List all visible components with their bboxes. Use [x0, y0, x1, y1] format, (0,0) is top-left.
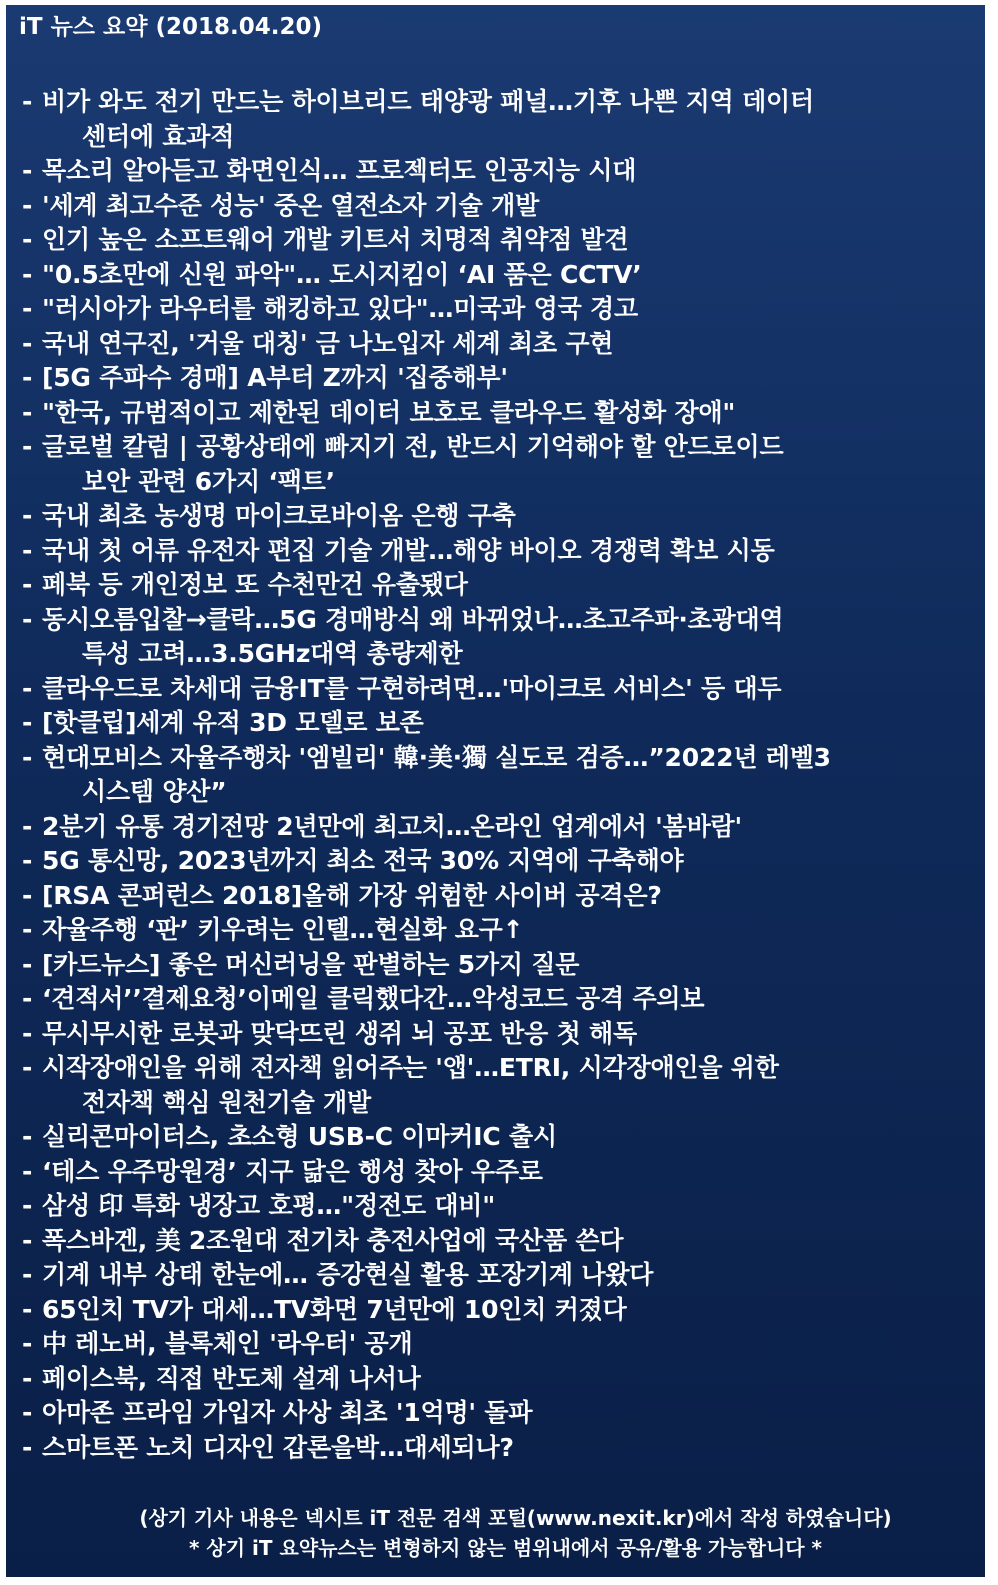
bullet-dash: -	[22, 87, 33, 116]
news-headline: "러시아가 라우터를 해킹하고 있다"…미국과 영국 경고	[42, 294, 638, 323]
news-item	[22, 1327, 977, 1362]
news-item	[22, 844, 977, 879]
news-item	[22, 1017, 977, 1052]
news-headline: 비가 와도 전기 만드는 하이브리드 태양광 패널…기후 나쁜 지역 데이터	[42, 87, 814, 116]
news-headline: 기계 내부 상태 한눈에… 증강현실 활용 포장기계 나왔다	[42, 1260, 654, 1289]
bullet-dash: -	[22, 880, 33, 910]
news-item	[22, 327, 977, 362]
news-headline: '세계 최고수준 성능' 중온 열전소자 기술 개발	[42, 190, 540, 220]
news-item	[22, 568, 977, 603]
bullet-dash: -	[22, 949, 33, 979]
bullet-dash: -	[22, 1398, 33, 1427]
bullet-dash: -	[22, 604, 33, 634]
news-item	[22, 258, 977, 293]
footer-text: (상기 기사 내용은 넥시트 iT 전문 검색 포털(www.nexit.kr)에서 작성 하였습니다)	[139, 1506, 892, 1530]
bullet-dash: -	[22, 328, 33, 358]
bullet-dash: -	[22, 1260, 33, 1289]
news-item	[22, 1051, 977, 1120]
news-headline: 65인치 TV가 대세…TV화면 7년만에 10인치 커졌다	[42, 1294, 627, 1324]
bullet-dash: -	[22, 259, 33, 289]
news-headline: 자율주행 ‘판’ 키우려는 인텔…현실화 요구↑	[42, 915, 524, 944]
news-item	[22, 361, 977, 396]
news-headline-continuation: 특성 고려…3.5GHz대역 총량제한	[82, 639, 463, 668]
bullet-dash: -	[22, 501, 33, 530]
bullet-dash: -	[22, 984, 33, 1013]
news-item	[22, 1155, 977, 1190]
news-item	[22, 1120, 977, 1155]
news-headline: [RSA 콘퍼런스 2018]올해 가장 위험한 사이버 공격은?	[42, 880, 662, 910]
news-item	[22, 741, 977, 810]
news-headline: 폭스바겐, 美 2조원대 전기차 충전사업에 국산품 쓴다	[42, 1225, 624, 1255]
bullet-dash: -	[22, 708, 33, 737]
news-item	[22, 292, 977, 327]
news-headline: 인기 높은 소프트웨어 개발 키트서 치명적 취약점 발견	[42, 225, 629, 254]
news-headline: 무시무시한 로봇과 맞닥뜨린 생쥐 뇌 공포 반응 첫 해독	[42, 1018, 637, 1048]
bullet-dash: -	[22, 811, 33, 841]
bullet-dash: -	[22, 742, 33, 772]
bullet-dash: -	[22, 1363, 33, 1393]
bullet-dash: -	[22, 190, 33, 220]
news-item	[22, 706, 977, 741]
news-headline: 스마트폰 노치 디자인 갑론을박…대세되나?	[42, 1432, 514, 1462]
news-item	[22, 879, 977, 914]
news-item	[22, 913, 977, 948]
news-headline: "한국, 규범적이고 제한된 데이터 보호로 클라우드 활성화 장애"	[42, 397, 736, 427]
news-headline: 시작장애인을 위해 전자책 읽어주는 '앱'…ETRI, 시각장애인을 위한	[42, 1053, 779, 1082]
news-item	[22, 1431, 977, 1466]
news-item	[22, 603, 977, 672]
news-headline: 동시오름입찰→클락…5G 경매방식 왜 바뀌었나…초고주파·초광대역	[42, 604, 784, 634]
source-note	[6, 1505, 985, 1531]
news-headline: 글로벌 칼럼 | 공황상태에 빠지기 전, 반드시 기억해야 할 안드로이드	[42, 432, 784, 461]
footer-text: * 상기 iT 요약뉴스는 변형하지 않는 범위내에서 공유/활용 가능합니다 *	[188, 1536, 823, 1560]
bullet-dash: -	[22, 1122, 33, 1151]
usage-note	[6, 1535, 985, 1561]
bullet-dash: -	[22, 1329, 33, 1358]
news-item	[22, 499, 977, 534]
news-headline: 국내 연구진, '거울 대칭' 금 나노입자 세계 최초 구현	[42, 328, 614, 358]
news-item	[22, 85, 977, 154]
bullet-dash: -	[22, 846, 33, 875]
news-item	[22, 154, 977, 189]
news-item	[22, 1396, 977, 1431]
bullet-dash: -	[22, 535, 33, 565]
bullet-dash: -	[22, 363, 33, 392]
bullet-dash: -	[22, 1156, 33, 1186]
bullet-dash: -	[22, 1432, 33, 1462]
bullet-dash: -	[22, 915, 33, 944]
bullet-dash: -	[22, 1018, 33, 1048]
news-headline: 5G 통신망, 2023년까지 최소 전국 30% 지역에 구축해야	[42, 846, 684, 875]
news-item	[22, 396, 977, 431]
bullet-dash: -	[22, 1191, 33, 1220]
news-headline: 삼성 印 특화 냉장고 호평…"정전도 대비"	[42, 1191, 496, 1220]
news-headline: 2분기 유통 경기전망 2년만에 최고치…온라인 업계에서 '봄바람'	[42, 811, 742, 841]
page-title: iT 뉴스 요약 (2018.04.20)	[19, 14, 322, 40]
bullet-dash: -	[22, 1225, 33, 1255]
bullet-dash: -	[22, 294, 33, 323]
bullet-dash: -	[22, 432, 33, 461]
news-headline: 中 레노버, 블록체인 '라우터' 공개	[42, 1329, 413, 1358]
bullet-dash: -	[22, 1294, 33, 1324]
news-item	[22, 223, 977, 258]
news-headline: [5G 주파수 경매] A부터 Z까지 '집중해부'	[42, 363, 508, 392]
news-item	[22, 430, 977, 499]
news-headline: 국내 최초 농생명 마이크로바이옴 은행 구축	[42, 501, 516, 530]
news-item	[22, 982, 977, 1017]
news-headline: 현대모비스 자율주행차 '엠빌리' 韓·美·獨 실도로 검증…”2022년 레벨3	[42, 742, 831, 772]
news-summary-panel	[6, 5, 985, 1577]
news-headline-continuation: 시스템 양산”	[82, 777, 227, 806]
news-item	[22, 534, 977, 569]
news-item	[22, 948, 977, 983]
news-item	[22, 672, 977, 707]
news-item	[22, 810, 977, 845]
news-item	[22, 189, 977, 224]
bullet-dash: -	[22, 673, 33, 703]
news-headline: 아마존 프라임 가입자 사상 최초 '1억명' 돌파	[42, 1398, 533, 1427]
news-headline: ‘테스 우주망원경’ 지구 닮은 행성 찾아 우주로	[42, 1156, 543, 1186]
news-item	[22, 1189, 977, 1224]
news-headline: "0.5초만에 신원 파악"… 도시지킴이 ‘AI 품은 CCTV’	[42, 259, 642, 289]
news-item	[22, 1362, 977, 1397]
news-item	[22, 1224, 977, 1259]
news-headline: 페북 등 개인정보 또 수천만건 유출됐다	[42, 570, 468, 599]
news-list	[22, 85, 977, 1465]
bullet-dash: -	[22, 397, 33, 427]
news-headline-continuation: 전자책 핵심 원천기술 개발	[82, 1087, 371, 1117]
news-item	[22, 1293, 977, 1328]
news-item	[22, 1258, 977, 1293]
news-headline: 페이스북, 직접 반도체 설계 나서나	[42, 1363, 421, 1393]
bullet-dash: -	[22, 570, 33, 599]
bullet-dash: -	[22, 156, 33, 185]
news-headline: 실리콘마이터스, 초소형 USB-C 이마커IC 출시	[42, 1122, 557, 1151]
news-headline-continuation: 보안 관련 6가지 ‘팩트’	[82, 466, 335, 496]
news-headline: [카드뉴스] 좋은 머신러닝을 판별하는 5가지 질문	[42, 949, 580, 979]
news-headline: 클라우드로 차세대 금융IT를 구현하려면…'마이크로 서비스' 등 대두	[42, 673, 782, 703]
news-headline: [핫클립]세계 유적 3D 모델로 보존	[42, 708, 424, 737]
news-headline-continuation: 센터에 효과적	[82, 121, 235, 151]
bullet-dash: -	[22, 225, 33, 254]
news-headline: 목소리 알아듣고 화면인식… 프로젝터도 인공지능 시대	[42, 156, 637, 185]
news-headline: ‘견적서’’결제요청’이메일 클릭했다간…악성코드 공격 주의보	[42, 984, 705, 1013]
bullet-dash: -	[22, 1053, 33, 1082]
news-headline: 국내 첫 어류 유전자 편집 기술 개발…해양 바이오 경쟁력 확보 시동	[42, 535, 775, 565]
